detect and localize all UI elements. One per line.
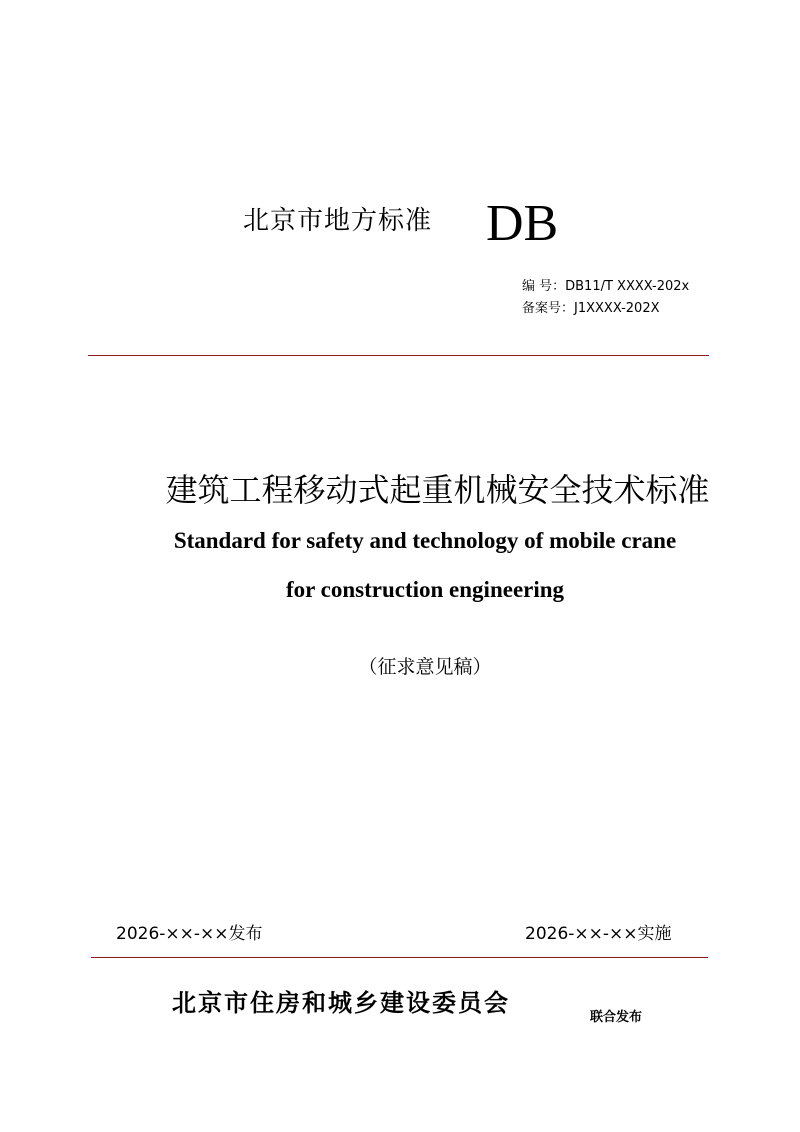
- standard-number: 编 号：DB11/T XXXX-202x: [522, 279, 690, 294]
- publish-date: 2026-××-××发布: [116, 924, 263, 944]
- standard-category-label: 北京市地方标准: [243, 206, 433, 236]
- filing-number: 备案号：J1XXXX-202X: [522, 301, 660, 316]
- draft-note: （征求意见稿）: [358, 656, 492, 678]
- top-divider: [88, 355, 709, 356]
- effective-date: 2026-××-××实施: [525, 924, 672, 944]
- title-english-line1: Standard for safety and technology of mobile crane: [173, 528, 677, 553]
- title-chinese: 建筑工程移动式起重机械安全技术标准: [165, 471, 710, 509]
- issuing-authority: 北京市住房和城乡建设委员会: [172, 989, 510, 1017]
- db-mark: DB: [486, 195, 559, 252]
- title-english-line2: for construction engineering: [285, 577, 565, 602]
- joint-release-label: 联合发布: [590, 1010, 643, 1025]
- bottom-divider: [91, 957, 708, 958]
